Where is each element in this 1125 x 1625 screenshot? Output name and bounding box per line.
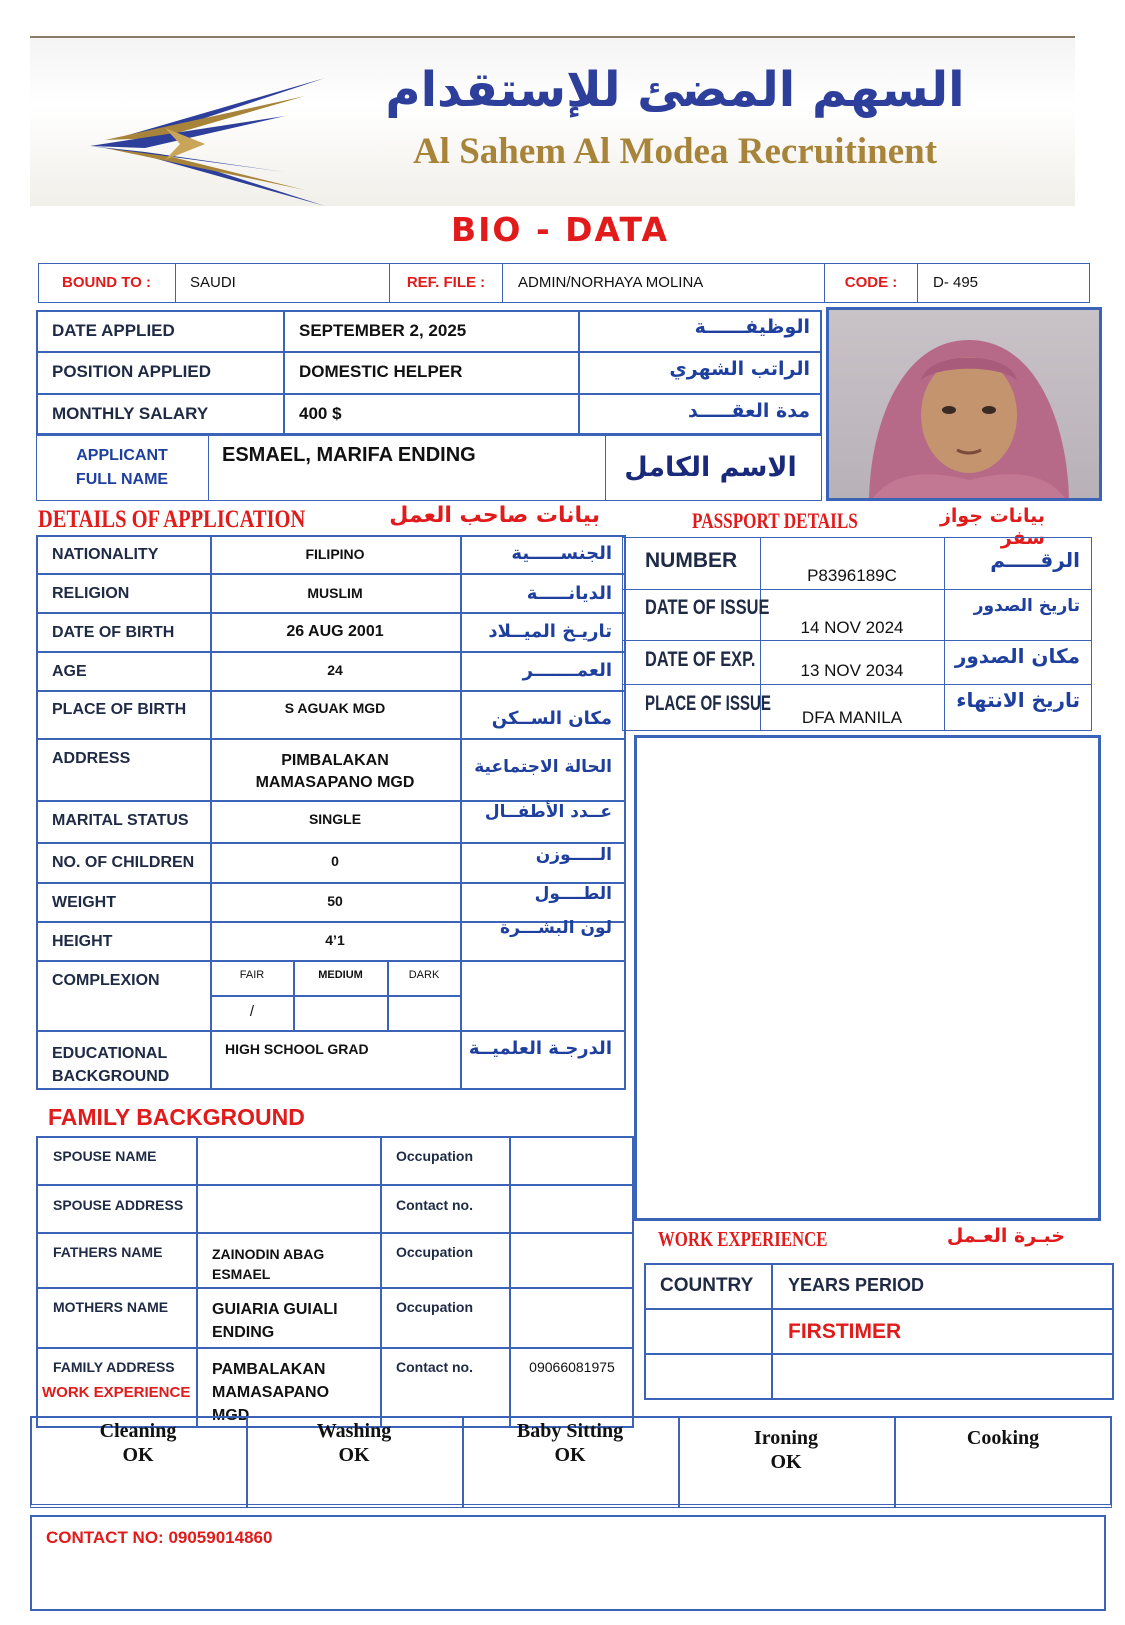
skill-baby-sitting-name: Baby Sitting: [516, 1420, 624, 1442]
nationality-arabic: الجنســـــية: [511, 543, 612, 564]
date-of-exp-arabic: مكان الصدور: [954, 644, 1080, 668]
family-address-line3: MGD: [212, 1407, 250, 1424]
height-label: HEIGHT: [52, 933, 113, 950]
children-label: NO. OF CHILDREN: [52, 854, 195, 871]
skill-washing-status: OK: [338, 1444, 370, 1466]
place-of-issue-arabic: تاريخ الانتهاء: [956, 688, 1080, 712]
position-applied-value: DOMESTIC HELPER: [299, 362, 463, 381]
age-arabic: العمـــــــر: [522, 660, 612, 681]
passport-section-title: PASSPORT DETAILS: [692, 508, 858, 533]
skill-ironing: [680, 1426, 892, 1474]
date-of-issue-arabic: تاريخ الصدور: [973, 596, 1080, 616]
marital-status-arabic: عــدد الأطفــال: [484, 802, 612, 822]
mothers-name-value: [212, 1298, 338, 1344]
full-name-value: ESMAEL, MARIFA ENDING: [222, 444, 476, 466]
date-of-exp-value: 13 NOV 2034: [800, 661, 904, 680]
address-value-line1: PIMBALAKAN: [281, 752, 389, 769]
full-name-label-line2: FULL NAME: [75, 471, 169, 488]
height-arabic: لون البشـــرة: [500, 918, 612, 938]
applicant-photo: [826, 307, 1102, 501]
education-label: [52, 1042, 169, 1088]
date-of-birth-arabic: تاريـخ الميــلاد: [488, 621, 612, 642]
spouse-name-label: SPOUSE NAME: [53, 1148, 157, 1164]
position-applied-label: POSITION APPLIED: [52, 362, 212, 381]
ref-file-label: REF. FILE :: [406, 274, 486, 291]
mothers-name-line1: GUIARIA GUIALI: [212, 1301, 338, 1318]
fathers-occupation-label: Occupation: [396, 1244, 474, 1260]
passport-number-arabic: الرقـــــم: [990, 548, 1080, 572]
family-address-label: FAMILY ADDRESS: [53, 1359, 175, 1375]
code-value: D- 495: [933, 274, 979, 291]
mothers-name-label: MOTHERS NAME: [53, 1299, 169, 1315]
complexion-label: COMPLEXION: [52, 972, 160, 989]
passport-number-label: NUMBER: [645, 549, 738, 572]
work-experience-title-arabic: خبـرة العـمل: [946, 1225, 1065, 1247]
skill-baby-sitting-status: OK: [554, 1444, 586, 1466]
skill-washing-name: Washing: [316, 1420, 392, 1442]
fathers-name-label: FATHERS NAME: [53, 1244, 163, 1260]
complexion-medium: MEDIUM: [318, 969, 363, 981]
fathers-name-line1: ZAINODIN ABAG: [212, 1246, 325, 1262]
weight-value: 50: [327, 893, 343, 909]
height-value: 4’1: [325, 932, 345, 948]
date-applied-arabic: الوظيفــــــة: [694, 316, 810, 338]
monthly-salary-label: MONTHLY SALARY: [52, 404, 209, 423]
country-column-header: COUNTRY: [660, 1275, 754, 1296]
weight-arabic: الطــــول: [534, 884, 612, 904]
date-of-issue-label: DATE OF ISSUE: [645, 596, 770, 619]
company-english-name: Al Sahem Al Modea Recruitinent: [412, 131, 938, 172]
monthly-salary-arabic: مدة العقـــــد: [687, 400, 810, 422]
skill-cleaning: [32, 1419, 244, 1467]
work-experience-title: WORK EXPERIENCE: [658, 1227, 828, 1251]
spouse-address-label: SPOUSE ADDRESS: [53, 1197, 184, 1213]
nationality-label: NATIONALITY: [52, 546, 159, 563]
company-arabic-name: السهم المضئ للإستقدام: [385, 62, 965, 118]
nationality-value: FILIPINO: [305, 546, 365, 562]
skill-cleaning-name: Cleaning: [99, 1420, 177, 1442]
religion-value: MUSLIM: [307, 585, 363, 601]
address-value-line2: MAMASAPANO MGD: [255, 774, 415, 791]
date-applied-label: DATE APPLIED: [52, 321, 175, 340]
date-of-birth-label: DATE OF BIRTH: [52, 624, 175, 641]
applicant-portrait-icon: [829, 310, 1102, 501]
children-arabic: الـــــوزن: [535, 845, 612, 865]
spouse-contact-label: Contact no.: [396, 1197, 473, 1213]
place-of-birth-arabic: مكان الســكن: [491, 708, 612, 729]
place-of-birth-value: S AGUAK MGD: [284, 700, 386, 716]
document-title: BIO - DATA: [450, 210, 670, 249]
skill-baby-sitting: [464, 1419, 676, 1467]
education-arabic: الدرجـة العلميــة: [468, 1038, 612, 1059]
date-of-birth-value: 26 AUG 2001: [286, 623, 384, 640]
company-logo-icon: [85, 58, 335, 208]
date-of-exp-label: DATE OF EXP.: [645, 648, 756, 671]
family-address-line2: MAMASAPANO: [212, 1384, 330, 1401]
age-value: 24: [327, 662, 343, 678]
address-value: [212, 750, 458, 794]
fathers-name-value: [212, 1244, 324, 1284]
mothers-name-line2: ENDING: [212, 1324, 275, 1341]
header-banner: [30, 36, 1075, 206]
date-applied-value: SEPTEMBER 2, 2025: [299, 321, 467, 340]
complexion-fair-mark: /: [249, 1003, 255, 1020]
mothers-occupation-label: Occupation: [396, 1299, 474, 1315]
place-of-issue-value: DFA MANILA: [801, 708, 903, 727]
full-body-photo-box: [634, 735, 1101, 1221]
education-label-line1: EDUCATIONAL: [52, 1045, 168, 1062]
work-experience-entry: FIRSTIMER: [788, 1320, 902, 1343]
religion-arabic: الديانـــــة: [526, 583, 612, 604]
address-arabic: الحالة الاجتماعية: [474, 757, 612, 777]
education-value: HIGH SCHOOL GRAD: [225, 1041, 369, 1057]
complexion-dark: DARK: [408, 969, 440, 981]
code-label: CODE :: [844, 274, 898, 291]
full-name-label-line1: APPLICANT: [76, 447, 168, 464]
children-value: 0: [331, 853, 339, 869]
full-name-label: [38, 444, 206, 492]
skill-cooking-name: Cooking: [966, 1427, 1040, 1449]
family-contact-value: 09066081975: [529, 1359, 615, 1375]
bound-to-value: SAUDI: [190, 274, 236, 291]
skill-cooking: [896, 1426, 1110, 1450]
skill-ironing-name: Ironing: [753, 1427, 819, 1449]
details-section-title: DETAILS OF APPLICATION: [38, 506, 306, 533]
years-period-column-header: YEARS PERIOD: [788, 1275, 925, 1295]
skill-cleaning-status: OK: [122, 1444, 154, 1466]
family-work-experience-overlay: WORK EXPERIENCE: [42, 1384, 191, 1401]
family-section-title: FAMILY BACKGROUND: [48, 1104, 305, 1130]
passport-section-title-arabic: بيانات جواز سفر: [939, 505, 1045, 549]
education-label-line2: BACKGROUND: [52, 1068, 170, 1085]
full-name-arabic: الاسم الكامل: [624, 452, 797, 483]
monthly-salary-value: 400 $: [299, 404, 342, 423]
marital-status-value: SINGLE: [308, 811, 362, 827]
family-address-line1: PAMBALAKAN: [212, 1361, 326, 1378]
family-contact-label: Contact no.: [396, 1359, 473, 1375]
spouse-occupation-label: Occupation: [396, 1148, 474, 1164]
weight-label: WEIGHT: [52, 894, 116, 911]
date-of-issue-value: 14 NOV 2024: [800, 618, 904, 637]
skill-ironing-status: OK: [770, 1451, 802, 1473]
complexion-fair: FAIR: [239, 969, 265, 981]
bound-to-label: BOUND TO :: [62, 274, 151, 291]
position-applied-arabic: الراتب الشهري: [669, 358, 810, 380]
marital-status-label: MARITAL STATUS: [52, 812, 189, 829]
address-label: ADDRESS: [52, 750, 131, 767]
age-label: AGE: [52, 663, 87, 680]
place-of-issue-label: PLACE OF ISSUE: [645, 692, 772, 715]
passport-number-value: P8396189C: [807, 566, 897, 585]
religion-label: RELIGION: [52, 585, 130, 602]
fathers-name-line2: ESMAEL: [212, 1266, 271, 1282]
ref-file-value: ADMIN/NORHAYA MOLINA: [518, 274, 704, 291]
contact-number: CONTACT NO: 09059014860: [46, 1528, 273, 1547]
skill-washing: [248, 1419, 460, 1467]
place-of-birth-label: PLACE OF BIRTH: [52, 701, 187, 718]
details-section-title-arabic: بيانات صاحب العمل: [389, 503, 600, 528]
